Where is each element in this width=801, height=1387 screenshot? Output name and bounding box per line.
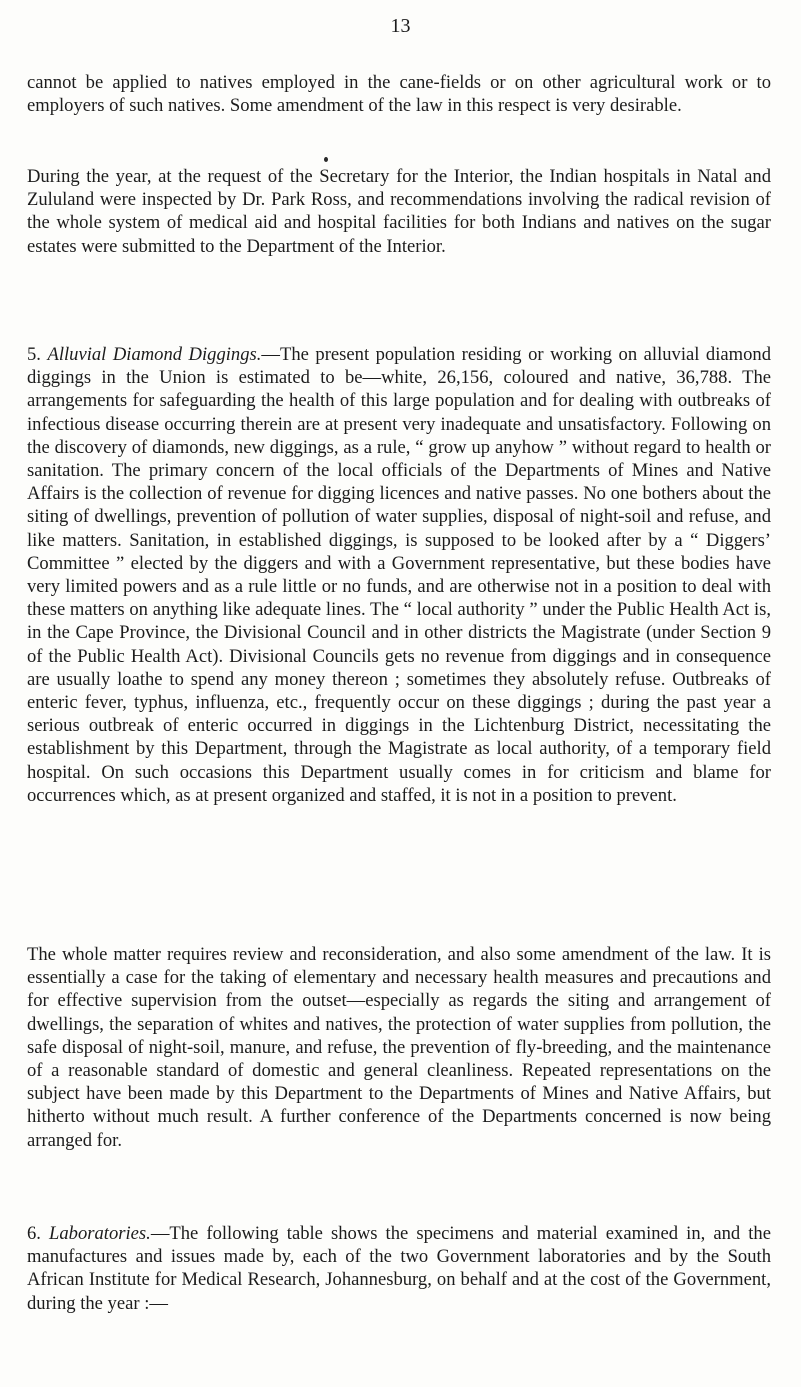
section-number: 6. (27, 1223, 41, 1244)
section-paragraph (27, 1222, 771, 1315)
paragraph-text: During the year, at the request of the Secretary for the Interior, the Indian hospitals in Natal and Zululand were inspected by Dr. Park Ross, and recommendations involving the radical revision of the whole system of medical aid and hospital facilities for both Indians and natives on the sugar estates were submitted to the Department of the Interior. (27, 166, 771, 257)
section-heading: Laboratories. (49, 1223, 151, 1244)
paragraph-text: The whole matter requires review and reconsideration, and also some amendment of the law. It is essentially a case for the taking of elementary and necessary health measures and precautions and for effective supervision from the outset—especially as regards the siting and arrangement of dwellings, the separation of whites and natives, the protection of water supplies from pollution, the safe disposal of night-soil, manure, and refuse, the prevention of fly-breeding, and the maintenance of a reasonable standard of domestic and general cleanliness. Repeated representations on the subject have been made by this Department to the Departments of Mines and Native Affairs, but hitherto without much result. A further conference of the Departments concerned is now being arranged for. (27, 944, 771, 1151)
section-heading: Alluvial Diamond Diggings. (47, 344, 262, 365)
page-number: 13 (390, 15, 411, 37)
ink-speck (324, 157, 328, 162)
section-paragraph (27, 343, 771, 807)
section-text: —The following table shows the specimens and material examined in, and the manufactures and issues made by, each of the two Government laboratories and by the South African Institute for Medical Research, Johannesburg, on behalf and at the cost of the Government, during the year :— (27, 1223, 771, 1314)
paragraph-cane-fields (27, 71, 771, 117)
section-laboratories (27, 1222, 771, 1315)
section-text: —The present population residing or working on alluvial diamond diggings in the Union is estimated to be—white, 26,156, coloured and native, 36,788. The arrangements for safeguarding the health of this large population and for dealing with outbreaks of infectious disease occurring therein are at present very inadequate and unsatisfactory. Following on the discovery of diamonds, new diggings, as a rule, “ grow up anyhow ” without regard to health or sanitation. The primary concern of the local officials of the Departments of Mines and Native Affairs is the collection of revenue for digging licences and native passes. No one bothers about the siting of dwellings, prevention of pollution of water supplies, disposal of night-soil and refuse, and like matters. Sanitation, in established diggings, is supposed to be looked after by a “ Diggers’ Committee ” elected by the diggers and with a Government representative, but these bodies have very limited powers and as a rule little or no funds, and are otherwise not in a position to deal with these matters on anything like adequate lines. The “ local authority ” under the Public Health Act is, in the Cape Province, the Divisional Council and in other districts the Magistrate (under Section 9 of the Public Health Act). Divisional Councils gets no revenue from diggings and in consequence are usually loathe to spend any money thereon ; sometimes they absolutely refuse. Outbreaks of enteric fever, typhus, influenza, etc., frequently occur on these diggings ; during the past year a serious outbreak of enteric occurred in diggings in the Lichtenburg District, necessitating the establishment by this Department, through the Magistrate as local authority, of a temporary field hospital. On such occasions this Department usually comes in for criticism and blame for occurrences which, as at present organized and staffed, it is not in a position to prevent. (27, 344, 771, 806)
section-alluvial-diamond-diggings (27, 343, 771, 807)
paragraph-review-reconsideration (27, 943, 771, 1152)
paragraph-indian-hospitals (27, 165, 771, 258)
paragraph-text: cannot be applied to natives employed in the cane-fields or on other agricultural work or to employers of such natives. Some amendment of the law in this respect is very desirable. (27, 72, 771, 117)
section-number: 5. (27, 344, 41, 365)
